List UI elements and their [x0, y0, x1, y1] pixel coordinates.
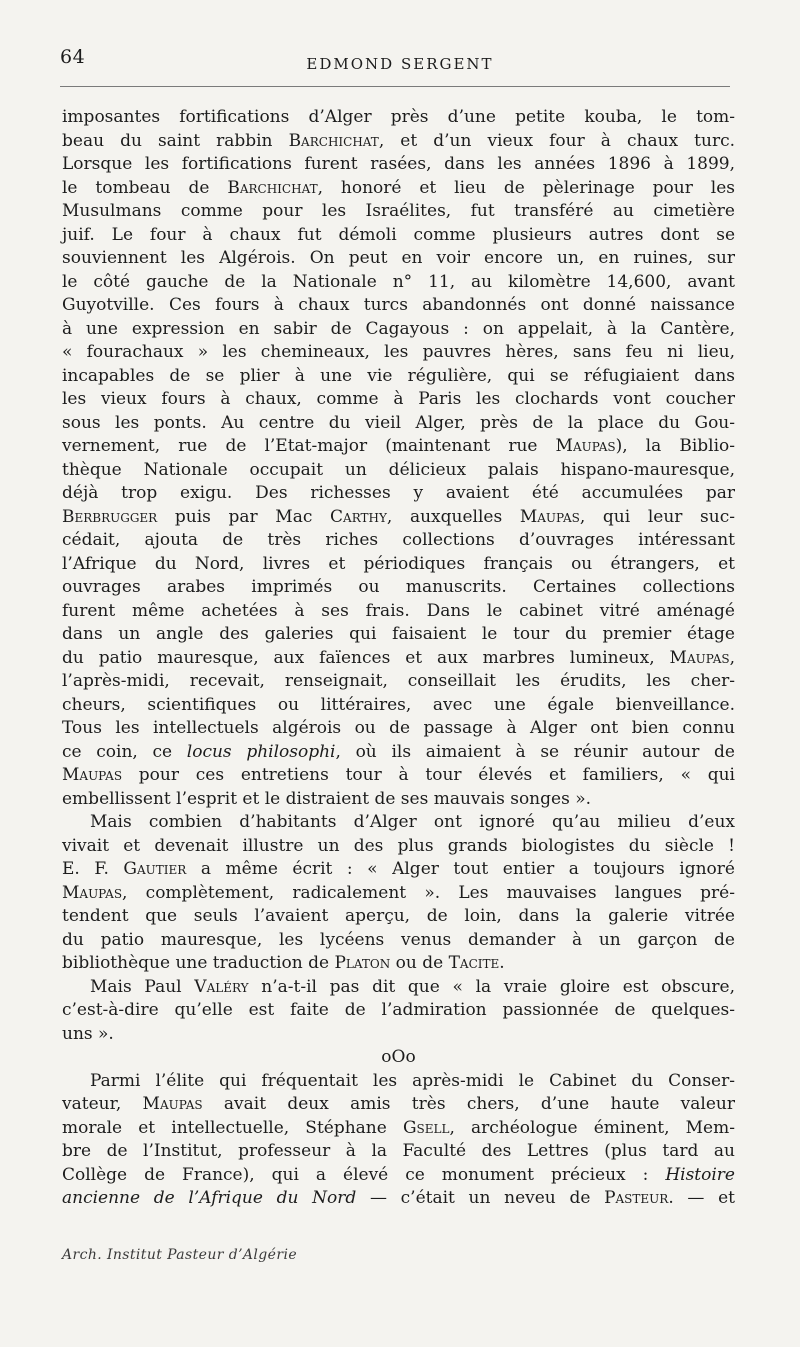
text-run: a même écrit : « Alger tout entier a toujours ignoré — [186, 859, 735, 879]
text-line — [62, 106, 735, 130]
text-run: pour ces entretiens tour à tour élevés et familiers, « qui — [122, 765, 735, 785]
name-smallcaps: Gsell — [402, 1117, 450, 1138]
text-run: morale et intellectuelle, Stéphane — [62, 1117, 403, 1138]
name-smallcaps: Maupas — [62, 882, 123, 903]
text-line — [62, 647, 735, 671]
text-run: uns ». — [62, 1023, 114, 1044]
text-line — [62, 553, 735, 577]
text-line — [62, 294, 735, 318]
text-run: . — [499, 953, 505, 973]
text-line — [62, 999, 735, 1023]
name-smallcaps: Valéry — [194, 976, 249, 997]
italic-phrase: locus philosophi — [186, 741, 336, 762]
page-number: 64 — [60, 46, 86, 68]
text-run: l’Afrique du Nord, livres et périodiques français ou étrangers, et — [62, 553, 735, 574]
text-run: « fourachaux » les chemineaux, les pauvres hères, sans feu ni lieu, — [62, 342, 735, 362]
text-line — [62, 694, 735, 718]
name-smallcaps: Maupas — [519, 506, 580, 527]
text-run: à une expression en sabir de Cagayous : on appelait, à la Cantère, — [62, 318, 735, 339]
name-smallcaps: Pasteur — [604, 1188, 669, 1208]
text-line — [62, 835, 735, 859]
text-run: sous les ponts. Au centre du vieil Alger, près de la place du Gou- — [62, 412, 735, 433]
text-run: Mais combien d’habitants d’Alger ont ignoré qu’au milieu d’eux — [90, 812, 735, 832]
text-run: dans un angle des galeries qui faisaient le tour du premier étage — [62, 624, 735, 644]
text-run: bibliothèque une traduction de — [62, 953, 335, 973]
text-line — [62, 811, 735, 835]
text-line — [62, 1140, 735, 1164]
body-text — [62, 106, 735, 1211]
text-line — [62, 1164, 735, 1188]
text-run: avait deux amis très chers, d’une haute valeur — [202, 1094, 735, 1114]
text-run: Mais Paul — [90, 976, 195, 997]
text-run: beau du saint rabbin — [62, 130, 289, 151]
text-run: . — et — [668, 1188, 735, 1208]
text-run: Parmi l’élite qui fréquentait les après-midi le Cabinet du Conser- — [90, 1070, 735, 1091]
text-run: Collège de France), qui a élevé ce monument précieux : — [62, 1164, 666, 1185]
text-run: cédait, ajouta de très riches collections d’ouvrages intéressant — [62, 530, 735, 550]
text-run: déjà trop exigu. Des richesses y avaient été accumulées par — [62, 483, 735, 503]
text-line — [62, 952, 735, 976]
section-ornament — [62, 1046, 735, 1070]
text-line — [62, 224, 735, 248]
text-line — [62, 1187, 735, 1211]
text-line — [62, 576, 735, 600]
text-line — [62, 976, 735, 1000]
text-run: puis par Mac — [157, 506, 331, 527]
text-run: n’a-t-il pas dit que « la vraie gloire est obscure, — [248, 976, 735, 997]
text-line — [62, 130, 735, 154]
text-line — [62, 717, 735, 741]
text-run: cheurs, scientifiques ou littéraires, avec une égale bienveillance. — [62, 694, 735, 715]
text-run: E. F. — [62, 859, 124, 879]
text-line — [62, 506, 735, 530]
text-line — [62, 200, 735, 224]
text-run: Guyotville. Ces fours à chaux turcs abandonnés ont donné naissance — [62, 295, 735, 315]
text-run: le côté gauche de la Nationale n° 11, au kilomètre 14,600, avant — [62, 271, 735, 292]
text-line — [62, 341, 735, 365]
text-run: juif. Le four à chaux fut démoli comme plusieurs autres dont se — [62, 224, 735, 245]
text-line — [62, 365, 735, 389]
text-line — [62, 600, 735, 624]
text-run: le tombeau de — [62, 177, 228, 198]
text-line — [62, 929, 735, 953]
text-line — [62, 788, 735, 812]
text-run: , honoré et lieu de pèlerinage pour les — [317, 177, 735, 198]
text-run: du patio mauresque, aux faïences et aux marbres lumineux, — [62, 647, 670, 668]
name-smallcaps: Berbrugger — [62, 506, 158, 527]
text-run: , — [729, 647, 735, 668]
text-line — [62, 247, 735, 271]
text-run: ce coin, ce — [62, 741, 187, 762]
name-smallcaps: Tacite — [448, 953, 500, 973]
name-smallcaps: Maupas — [142, 1094, 203, 1114]
name-smallcaps: Barchichat — [227, 177, 318, 198]
archive-stamp: Arch. Institut Pasteur d’Algérie — [62, 1247, 298, 1263]
text-line — [62, 1023, 735, 1047]
text-run: embellissent l’esprit et le distraient de ses mauvais songes ». — [62, 788, 592, 809]
name-smallcaps: Maupas — [555, 436, 616, 456]
text-run: souviennent les Algérois. On peut en voir encore un, en ruines, sur — [62, 248, 735, 268]
text-line — [62, 623, 735, 647]
text-run: oOo — [381, 1047, 416, 1067]
text-run: ), la Biblio- — [615, 436, 735, 456]
text-run: furent même achetées à ses frais. Dans le cabinet vitré aménagé — [62, 600, 735, 621]
text-line — [62, 1070, 735, 1094]
name-smallcaps: Maupas — [62, 765, 123, 785]
text-line — [62, 177, 735, 201]
text-line — [62, 858, 735, 882]
header-rule — [60, 86, 730, 87]
text-line — [62, 435, 735, 459]
text-run: l’après-midi, recevait, renseignait, conseillait les érudits, les cher- — [62, 671, 735, 691]
text-run: tendent que seuls l’avaient aperçu, de loin, dans la galerie vitrée — [62, 906, 735, 926]
name-smallcaps: Carthy — [330, 506, 387, 527]
text-run: vivait et devenait illustre un des plus grands biologistes du siècle ! — [62, 835, 735, 856]
name-smallcaps: Barchichat — [288, 130, 379, 151]
text-run: vernement, rue de l’Etat-major (maintenant rue — [62, 436, 556, 456]
text-line — [62, 764, 735, 788]
text-line — [62, 318, 735, 342]
text-run: , auxquelles — [386, 506, 520, 527]
running-head: EDMOND SERGENT — [306, 55, 494, 73]
text-line — [62, 670, 735, 694]
text-run: thèque Nationale occupait un délicieux palais hispano-mauresque, — [62, 459, 735, 480]
text-run: incapables de se plier à une vie régulière, qui se réfugiaient dans — [62, 365, 735, 386]
text-line — [62, 153, 735, 177]
text-line — [62, 271, 735, 295]
text-run: du patio mauresque, les lycéens venus demander à un garçon de — [62, 929, 735, 950]
text-run: , et d’un vieux four à chaux turc. — [378, 130, 736, 151]
text-run: Lorsque les fortifications furent rasées, dans les années 1896 à 1899, — [62, 154, 735, 174]
text-run: vateur, — [62, 1094, 143, 1114]
italic-phrase: Histoire — [665, 1164, 735, 1185]
text-line — [62, 882, 735, 906]
name-smallcaps: Platon — [334, 953, 391, 973]
text-run: Musulmans comme pour les Israélites, fut transféré au cimetière — [62, 201, 735, 221]
text-line — [62, 529, 735, 553]
text-run: , archéologue éminent, Mem- — [449, 1117, 735, 1138]
text-run: , qui leur suc- — [579, 506, 735, 527]
text-run: ouvrages arabes imprimés ou manuscrits. Certaines collections — [62, 577, 735, 597]
text-run: imposantes fortifications d’Alger près d’une petite kouba, le tom- — [62, 107, 735, 127]
text-line — [62, 388, 735, 412]
text-line — [62, 412, 735, 436]
text-run: les vieux fours à chaux, comme à Paris les clochards vont coucher — [62, 389, 735, 409]
name-smallcaps: Maupas — [669, 647, 730, 668]
text-line — [62, 459, 735, 483]
text-run: Tous les intellectuels algérois ou de passage à Alger ont bien connu — [62, 718, 735, 738]
text-line — [62, 1093, 735, 1117]
text-line — [62, 482, 735, 506]
text-line — [62, 905, 735, 929]
text-run: , complètement, radicalement ». Les mauvaises langues pré- — [122, 882, 735, 903]
text-run: — c’était un neveu de — [356, 1188, 605, 1208]
text-line — [62, 741, 735, 765]
text-run: bre de l’Institut, professeur à la Faculté des Lettres (plus tard au — [62, 1141, 735, 1161]
text-line — [62, 1117, 735, 1141]
name-smallcaps: Gautier — [123, 859, 187, 879]
text-run: , où ils aimaient à se réunir autour de — [335, 741, 735, 762]
text-run: c’est-à-dire qu’elle est faite de l’admiration passionnée de quelques- — [62, 1000, 735, 1020]
text-run: ou de — [390, 953, 449, 973]
italic-phrase: ancienne de l’Afrique du Nord — [62, 1188, 357, 1208]
